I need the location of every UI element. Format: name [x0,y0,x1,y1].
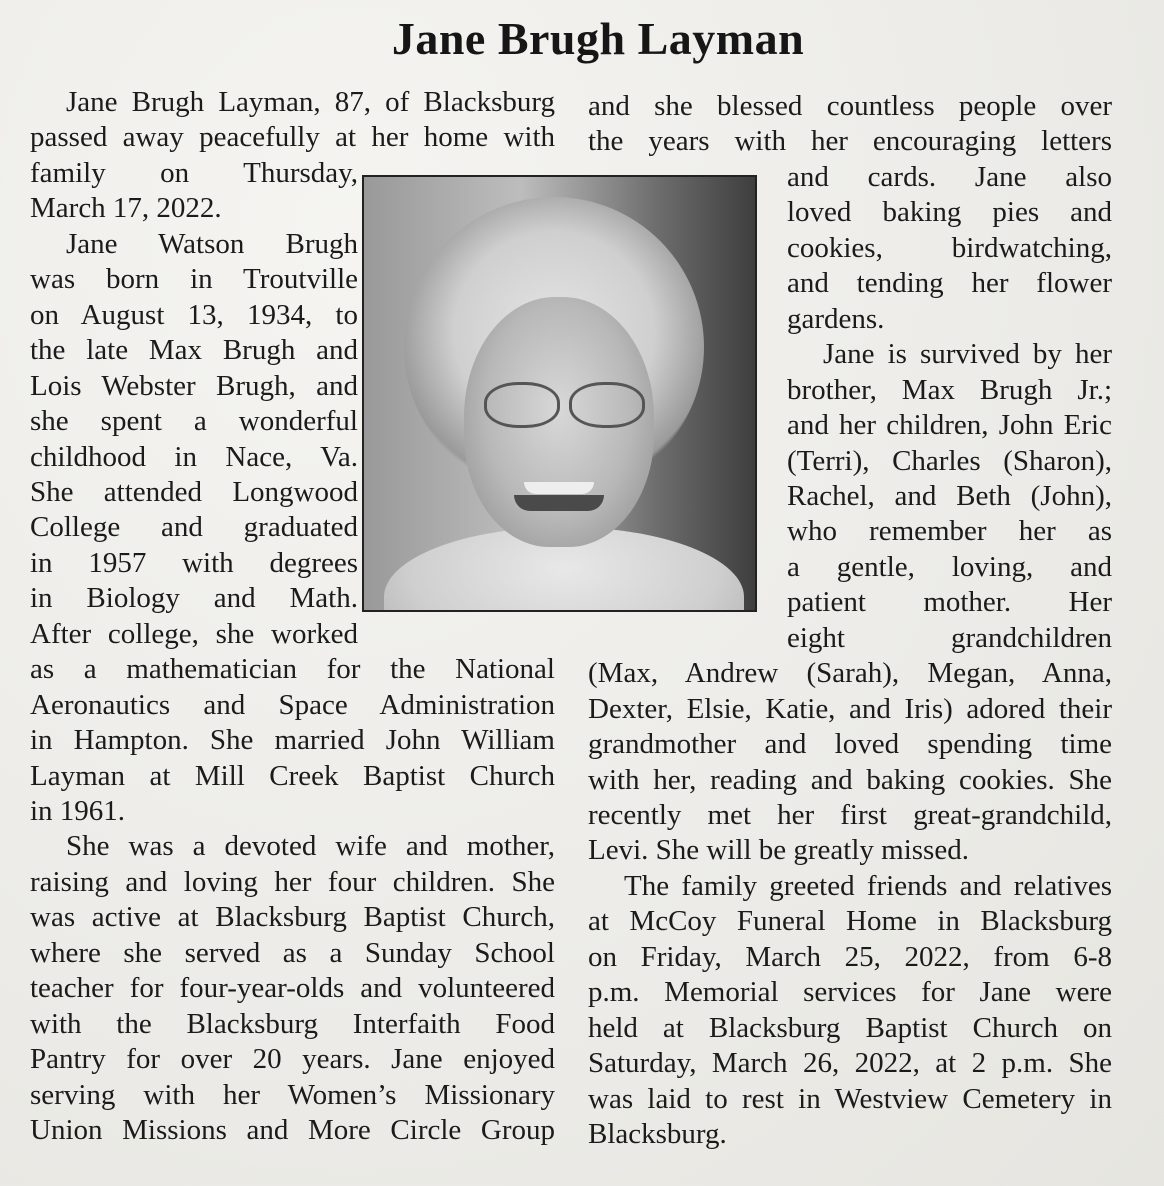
text-line: (Max, Andrew (Sarah), Megan, Anna, [588,657,1112,690]
text-line: Levi. She will be greatly missed. [588,834,969,867]
text-line: family on Thursday, [30,156,358,189]
text-line: was laid to rest in Westview Cemetery in [588,1082,1112,1115]
text-line: who remember her as [787,515,1112,548]
obituary-title: Jane Brugh Layman [391,13,805,64]
text-line: with her, reading and baking cookies. She [588,763,1112,796]
text-line: and her children, John Eric [787,409,1112,442]
text-line: teacher for four-year-olds and volunteered [30,972,555,1005]
text-line: and tending her flower [787,267,1112,300]
text-line: raising and loving her four children. She [30,865,555,898]
text-line: After college, she worked [30,617,358,650]
text-line: She was a devoted wife and mother, [66,830,555,863]
text-line: the late Max Brugh and [30,334,358,367]
text-line: eight grandchildren [787,621,1112,654]
text-line: in Hampton. She married John William [30,724,555,757]
text-line: she spent a wonderful [30,405,358,438]
text-line: Jane Brugh Layman, 87, of Blacksburg [66,86,555,118]
text-line: on August 13, 1934, to [30,298,358,331]
text-line: was active at Blacksburg Baptist Church, [30,901,555,934]
text-line: Aeronautics and Space Administration [30,688,555,721]
text-line: Jane Watson Brugh [66,227,358,260]
text-line: the years with her encouraging letters [588,125,1112,158]
text-line: recently met her first great-grandchild, [588,799,1112,831]
text-line: was born in Troutville [30,263,358,296]
text-line: cookies, birdwatching, [787,231,1112,264]
text-line: Blacksburg. [588,1118,727,1151]
text-line: Rachel, and Beth (John), [787,479,1112,512]
text-line: held at Blacksburg Baptist Church on [588,1011,1112,1044]
text-line: gardens. [787,302,885,335]
text-line: College and graduated [30,511,358,544]
text-line: in 1961. [30,795,126,827]
text-line: Lois Webster Brugh, and [30,369,358,402]
text-line: p.m. Memorial services for Jane were [588,976,1112,1009]
text-line: passed away peacefully at her home with [30,121,555,154]
text-line: in Biology and Math. [30,582,358,615]
text-line: at McCoy Funeral Home in Blacksburg [588,905,1112,938]
text-line: Dexter, Elsie, Katie, and Iris) adored their [588,692,1112,725]
text-line: on Friday, March 25, 2022, from 6-8 [588,940,1112,973]
portrait-photo [362,175,757,612]
text-line: and cards. Jane also [787,160,1112,193]
text-line: serving with her Women’s Missionary [30,1078,555,1111]
text-line: where she served as a Sunday School [30,936,555,969]
text-line: The family greeted friends and relatives [624,869,1112,902]
text-line: Jane is survived by her [823,338,1112,371]
text-line: grandmother and loved spending time [588,728,1112,761]
text-line: Layman at Mill Creek Baptist Church [30,759,555,792]
text-line: Pantry for over 20 years. Jane enjoyed [30,1043,555,1076]
text-line: patient mother. Her [787,586,1112,619]
text-line: (Terri), Charles (Sharon), [787,444,1112,477]
text-line: in 1957 with degrees [30,546,358,579]
text-line: as a mathematician for the National [30,653,555,686]
text-line: brother, Max Brugh Jr.; [787,373,1112,406]
text-line: a gentle, loving, and [787,550,1112,583]
text-line: with the Blacksburg Interfaith Food [30,1007,555,1040]
text-line: Union Missions and More Circle Group [30,1114,555,1147]
text-line: childhood in Nace, Va. [30,440,358,473]
text-line: She attended Longwood [30,475,358,508]
text-line: loved baking pies and [787,196,1112,229]
text-line: Saturday, March 26, 2022, at 2 p.m. She [588,1047,1112,1080]
text-line: March 17, 2022. [30,192,222,225]
text-line: and she blessed countless people over [588,90,1112,122]
